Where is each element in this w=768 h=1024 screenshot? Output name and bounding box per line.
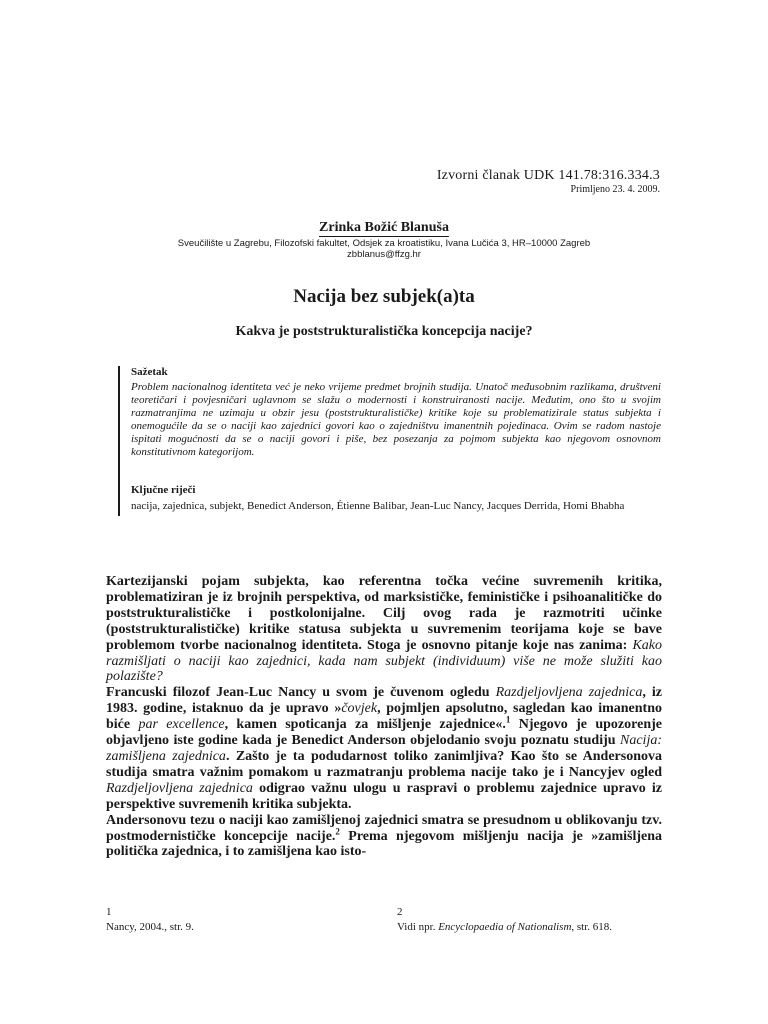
author-name: [0, 220, 768, 236]
p2-work-title-3: Razdjeljovljena zajednica: [106, 780, 253, 796]
fn2-b: , str. 618.: [571, 921, 613, 933]
footnote-1-text: Nancy, 2004., str. 9.: [106, 921, 194, 933]
article-title: Nacija bez subjek(a)ta: [293, 286, 475, 307]
fn2-work-title: Encyclopaedia of Nationalism: [438, 921, 572, 933]
p2-e: Njegovo je upozorenje objavljeno iste godine kada je Benedict Anderson objelodanio svoju poznatu studiju: [106, 717, 662, 749]
p1-text: Kartezijanski pojam subjekta, kao referentna točka većine suvremenih kritika, problematiziran je iz brojnih perspektiva, od marksističke, feminističke i psihoanalitičke do poststrukturalističke i postkolonijalne. Cilj ovog rada je razmotriti učinke (poststrukturalističke) kritike statusa subjekta u suvremenim teorijama koje se bave problemom tvorbe nacionalnog identiteta. Stoga je osnovno pitanje koje nas zanima:: [106, 574, 662, 653]
p2-c: , pojmljen apsolutno, sagledan kao imanentno biće: [106, 701, 662, 733]
author-affiliation-block: [0, 238, 768, 260]
p2-covjek: čovjek: [341, 701, 378, 717]
p3-a: Andersonovu tezu o naciji kao zamišljenoj zajednici smatra se presudnom u oblikovanju tzv. postmodernističke koncepcije nacije.: [106, 812, 662, 844]
abstract-rule: [118, 366, 120, 516]
p2-a: Francuski filozof Jean-Luc Nancy u svom je čuvenom ogledu: [106, 685, 496, 701]
footnote-2-number: 2: [397, 906, 403, 918]
footnote-2-text: [397, 921, 662, 934]
p3-b: Prema njegovom mišljenju nacija je »zamišljena politička zajednica, i to zamišljena kao isto-: [106, 828, 662, 860]
p1-question: Kako razmišljati o naciji kao zajednici, kada nam subjekt (individuum) više ne može služiti kao polazište?: [106, 637, 662, 685]
paragraph-2: [106, 685, 662, 812]
p2-g: odigrao važnu ulogu u raspravi o problemu zajednice upravo iz perspektive suvremenih kritika subjekta.: [106, 780, 662, 812]
p2-f: . Zašto je ta podudarnost toliko zanimljiva? Kao što se Andersonova studija smatra važnim pomakom u razmatranju problema nacije tako je i Nancyjev ogled: [106, 748, 662, 780]
p2-work-title: Razdjeljovljena zajednica: [495, 685, 643, 701]
article-type-udk: Izvorni članak UDK 141.78:316.334.3: [436, 168, 660, 183]
article-subtitle: Kakva je poststrukturalistička koncepcija nacije?: [235, 324, 533, 339]
keywords-text: nacija, zajednica, subjekt, Benedict Anderson, Étienne Balibar, Jean-Luc Nancy, Jacques Derrida, Homi Bhabha: [131, 500, 625, 512]
paragraph-1: [106, 574, 662, 685]
paragraph-3: [106, 813, 662, 861]
author-email: zbblanus@ffzg.hr: [347, 249, 421, 260]
p2-d: , kamen spoticanja za mišljenje zajednice«.: [224, 717, 506, 733]
footnote-ref-2[interactable]: 2: [335, 825, 340, 836]
footnote-1-number: 1: [106, 906, 112, 918]
body-text: [106, 574, 662, 860]
footnote-ref-1[interactable]: 1: [505, 714, 511, 725]
abstract-text: Problem nacionalnog identiteta već je neko vrijeme predmet brojnih studija. Unatoč međusobnim razlikama, društveni teoretičari i povjesničari uglavnom se slažu o modernosti i konstruiranosti nacije. Međutim, ono što u svojim razmatranjima ne uzimaju u obzir jesu (poststrukturalističke) kritike koje su problematizirale status subjekta i onemogućile da se o naciji kao zajednici govori kao o zajedništvu imanentnih pojedinaca. Ovim se radom nastoje ispitati mogućnosti da se o naciji govori i piše, bez posezanja za pojmom subjekta kao njegovom osnovnom konstitutivnom kategorijom.: [131, 381, 661, 458]
received-date: Primljeno 23. 4. 2009.: [570, 184, 660, 195]
author-name-text: Zrinka Božić Blanuša: [319, 220, 449, 235]
p2-work-title-2: Nacija: zamišljena zajednica: [106, 733, 662, 764]
keywords-heading: Ključne riječi: [131, 484, 196, 496]
author-affiliation: Sveučilište u Zagrebu, Filozofski fakultet, Odsjek za kroatistiku, Ivana Lučića 3, HR–10000 Zagreb: [177, 238, 591, 249]
fn2-a: Vidi npr.: [397, 921, 439, 933]
p2-par-excellence: par excellence: [138, 717, 225, 733]
abstract-heading: Sažetak: [131, 366, 168, 378]
p2-b: , iz 1983. godine, istaknuo da je upravo »: [106, 685, 663, 717]
